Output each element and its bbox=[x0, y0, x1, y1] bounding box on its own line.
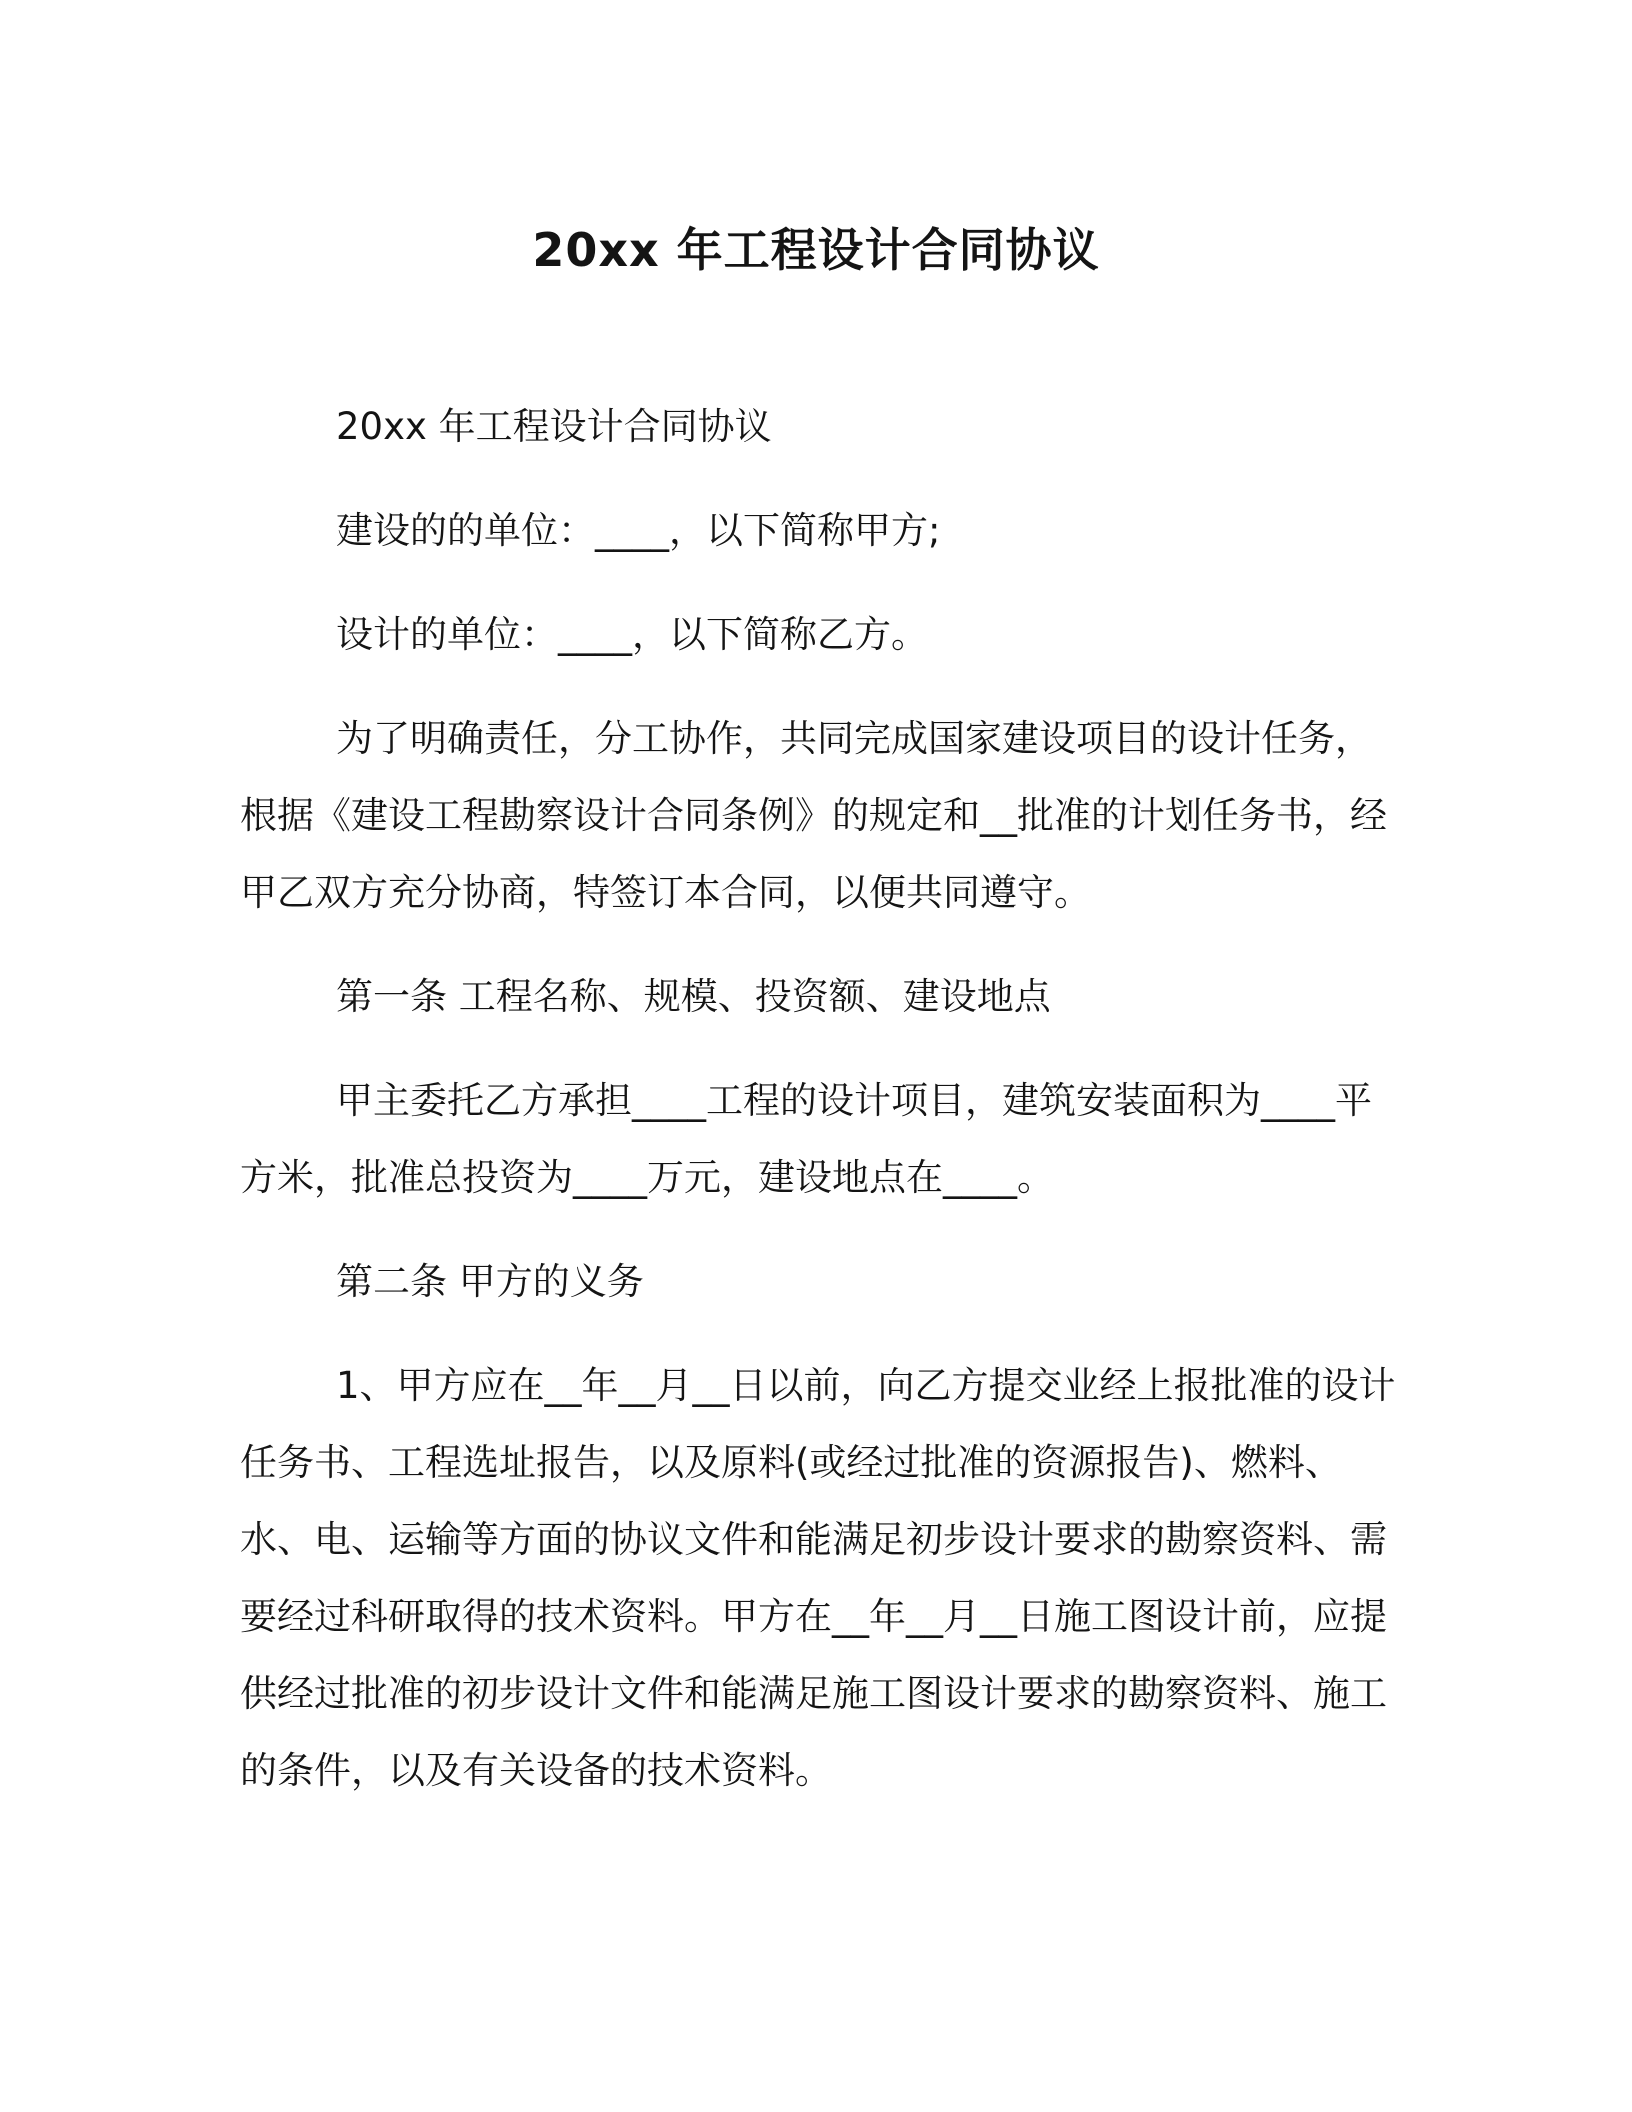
paragraph-party-a: 建设的的单位：____，以下简称甲方; bbox=[336, 509, 941, 552]
document-body bbox=[240, 388, 1400, 1836]
article-two-item-1: 1、甲方应在__年__月__日以前，向乙方提交业经上报批准的设计任务书、工程选址报告，以及原料(或经过批准的资源报告)、燃料、水、电、运输等方面的协议文件和能满足初步设计要求的勘察资料、需要经过科研取得的技术资料。甲方在__年__月__日施工图设计前，应提供经过批准的初步设计文件和能满足施工图设计要求的勘察资料、施工的条件，以及有关设备的技术资料。 bbox=[240, 1364, 1396, 1792]
paragraph-subtitle: 20xx 年工程设计合同协议 bbox=[336, 405, 772, 448]
document-title: 20xx 年工程设计合同协议 bbox=[532, 223, 1100, 277]
article-one-body: 甲主委托乙方承担____工程的设计项目，建筑安装面积为____平方米，批准总投资为____万元，建设地点在____。 bbox=[240, 1079, 1372, 1199]
paragraph-party-b: 设计的单位：____，以下简称乙方。 bbox=[336, 613, 928, 656]
article-one-heading: 第一条 工程名称、规模、投资额、建设地点 bbox=[336, 975, 1051, 1018]
article-two-heading: 第二条 甲方的义务 bbox=[336, 1260, 644, 1303]
paragraph-preamble: 为了明确责任，分工协作，共同完成国家建设项目的设计任务，根据《建设工程勘察设计合同条例》的规定和__批准的计划任务书，经甲乙双方充分协商，特签订本合同，以便共同遵守。 bbox=[240, 717, 1387, 914]
